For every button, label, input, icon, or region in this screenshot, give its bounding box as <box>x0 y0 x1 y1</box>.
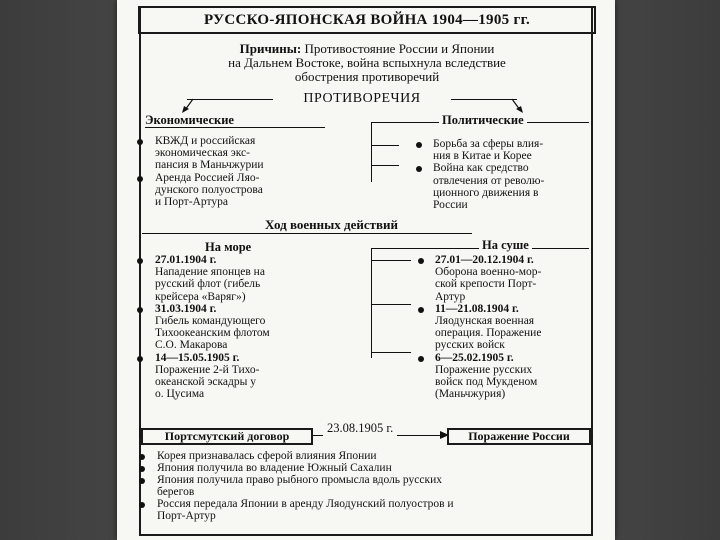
bullet-icon <box>137 139 143 145</box>
bullet-icon <box>137 356 143 362</box>
causes-text-3: обострения противоречий <box>294 69 440 84</box>
political-list <box>433 138 603 211</box>
military-line <box>142 233 472 234</box>
land-bracket <box>371 248 372 358</box>
item-line: операция. Поражение <box>435 327 542 340</box>
item-line: Нападение японцев на <box>155 266 265 279</box>
treaty-date: 23.08.1905 г. <box>323 421 397 436</box>
bullet-icon <box>139 454 145 460</box>
list-item <box>155 135 340 172</box>
item-line: ционного движения в <box>433 186 539 199</box>
bullet-icon <box>137 258 143 264</box>
list-item <box>157 498 597 522</box>
item-line: Оборона военно-мор- <box>435 266 542 279</box>
bullet-icon <box>137 176 143 182</box>
item-line: Поражение русских <box>435 363 533 376</box>
list-item <box>433 138 603 162</box>
item-line: экономическая экс- <box>155 147 250 160</box>
item-line: берегов <box>157 486 195 498</box>
land-tick-3 <box>371 352 411 353</box>
list-item <box>155 303 345 352</box>
item-line: Ляодунская военная <box>435 315 535 328</box>
economic-list <box>155 135 340 208</box>
bullet-icon <box>139 466 145 472</box>
bullet-icon <box>139 478 145 484</box>
item-line: Порт-Артур <box>157 510 216 522</box>
list-item <box>157 450 597 462</box>
item-line: Япония получила во владение Южный Сахалин <box>157 462 392 474</box>
item-line: Артур <box>435 290 466 303</box>
item-line: Россия передала Японии в аренду Ляодунский полуостров и <box>157 498 454 510</box>
item-line: крейсера «Варяг») <box>155 290 246 303</box>
list-item <box>435 303 605 352</box>
list-item <box>155 172 340 209</box>
item-line: океанской эскадры у <box>155 376 256 389</box>
military-heading: Ход военных действий <box>265 217 399 232</box>
causes-text-1: Противостояние России и Японии <box>301 41 495 56</box>
list-item <box>435 352 605 401</box>
item-line: Поражение 2-й Тихо- <box>155 363 260 376</box>
political-tick-2 <box>371 165 399 166</box>
item-line: Япония получила право рыбного промысла вдоль русских <box>157 474 442 486</box>
item-date: 11—21.08.1904 г. <box>435 302 519 315</box>
political-bracket <box>371 122 372 182</box>
item-line: Гибель командующего <box>155 315 266 328</box>
item-line: России <box>433 199 468 212</box>
economic-underline <box>145 127 325 128</box>
document-sheet <box>117 0 615 540</box>
list-item <box>157 474 597 498</box>
item-line: войск под Мукденом <box>435 376 538 389</box>
contradictions-heading: ПРОТИВОРЕЧИЯ <box>273 91 451 107</box>
sea-heading: На море <box>205 240 252 254</box>
item-line: Борьба за сферы влия- <box>433 138 544 150</box>
item-line: Аренда Россией Ляо- <box>155 171 260 184</box>
land-heading: На суше <box>479 238 532 253</box>
list-item <box>155 254 345 303</box>
land-tick-1 <box>371 260 411 261</box>
item-line: С.О. Макарова <box>155 339 228 352</box>
item-line: КВЖД и российская <box>155 135 256 147</box>
item-line: Корея признавалась сферой влияния Японии <box>157 450 377 462</box>
sea-list <box>155 254 345 400</box>
item-date: 27.01.1904 г. <box>155 254 217 266</box>
political-heading: Политические <box>439 113 527 128</box>
causes-label: Причины: <box>239 41 302 56</box>
results-list <box>157 450 597 522</box>
item-line: Война как средство <box>433 162 529 175</box>
item-date: 27.01—20.12.1904 г. <box>435 254 534 266</box>
item-line: пансия в Маньчжурии <box>155 159 264 172</box>
page-title: РУССКО-ЯПОНСКАЯ ВОЙНА 1904—1905 гг. <box>138 6 596 34</box>
item-line: дунского полуострова <box>155 183 263 196</box>
land-list <box>435 254 605 400</box>
list-item <box>435 254 605 303</box>
arrow-left-down-icon <box>179 96 197 114</box>
item-date: 14—15.05.1905 г. <box>155 351 240 364</box>
item-line: русских войск <box>435 339 505 352</box>
bullet-icon <box>418 258 424 264</box>
bullet-icon <box>418 307 424 313</box>
list-item <box>155 352 345 401</box>
item-line: отвлечения от револю- <box>433 174 545 187</box>
economic-heading: Экономические <box>145 113 234 127</box>
political-tick-1 <box>371 145 399 146</box>
item-line: ской крепости Порт- <box>435 278 537 291</box>
list-item <box>433 162 603 211</box>
item-line: и Порт-Артура <box>155 196 228 209</box>
causes-block <box>143 42 591 84</box>
list-item <box>157 462 597 474</box>
outcome-left-tick <box>139 426 140 438</box>
item-line: русский флот (гибель <box>155 278 261 291</box>
item-line: (Маньчжурия) <box>435 388 506 401</box>
bullet-icon <box>139 502 145 508</box>
causes-text-2: на Дальнем Востоке, война вспыхнула вследствие <box>228 55 506 70</box>
bullet-icon <box>418 356 424 362</box>
item-line: о. Цусима <box>155 388 205 401</box>
item-line: ния в Китае и Корее <box>433 150 532 163</box>
land-tick-2 <box>371 304 411 305</box>
arrow-right-down-icon <box>509 96 527 114</box>
bullet-icon <box>416 142 422 148</box>
item-line: Тихоокеанским флотом <box>155 327 270 340</box>
treaty-box: Портсмутский договор <box>141 428 313 445</box>
bullet-icon <box>137 307 143 313</box>
item-date: 6—25.02.1905 г. <box>435 351 514 364</box>
defeat-box: Поражение России <box>447 428 591 445</box>
item-date: 31.03.1904 г. <box>155 302 217 315</box>
